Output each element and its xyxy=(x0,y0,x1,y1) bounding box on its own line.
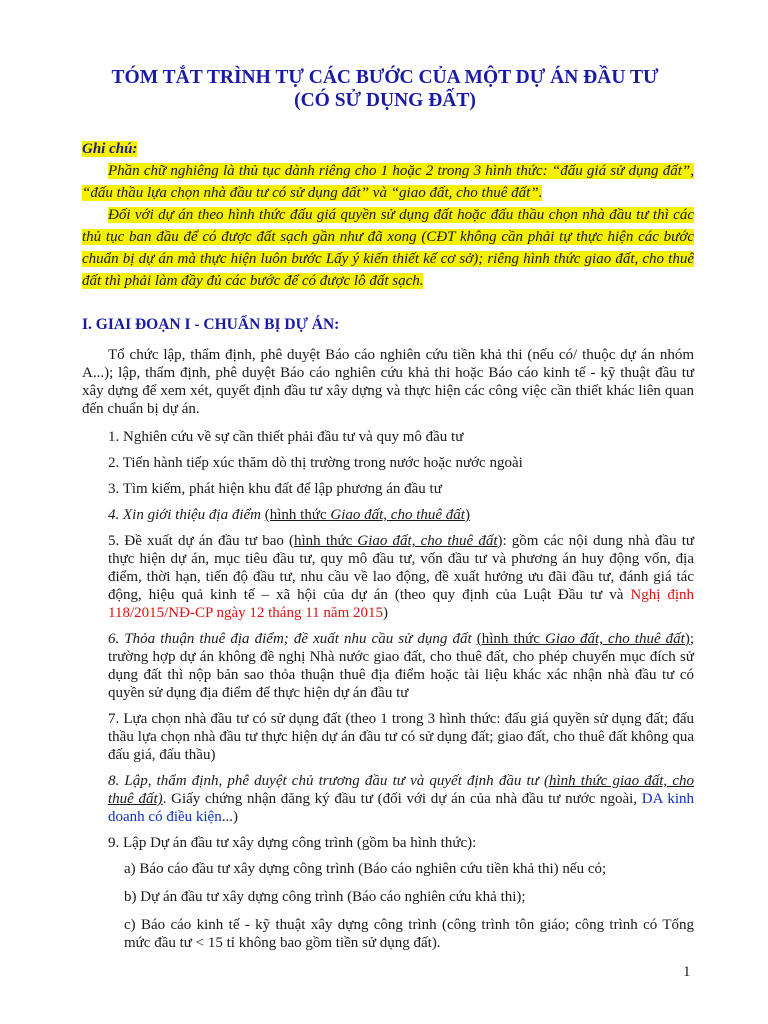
note-block xyxy=(82,138,694,292)
title-line-1: TÓM TẮT TRÌNH TỰ CÁC BƯỚC CỦA MỘT DỰ ÁN ĐẦU TƯ xyxy=(111,67,659,88)
step-9: 9. Lập Dự án đầu tư xây dựng công trình (gồm ba hình thức): xyxy=(108,835,477,851)
step-2: 2. Tiến hành tiếp xúc thăm dò thị trường trong nước hoặc nước ngoài xyxy=(108,455,523,471)
conditional-business-note: DA kinh doanh có điều kiện xyxy=(108,791,694,825)
step-9c: c) Báo cáo kinh tế - kỹ thuật xây dựng công trình (công trình tôn giáo; công trình có Tổng mức đầu tư < 15 tỉ không bao gồm tiền sử dụng đất). xyxy=(124,917,694,951)
section-heading: I. GIAI ĐOẠN I - CHUẨN BỊ DỰ ÁN: xyxy=(82,316,340,333)
step-6: 6. Thỏa thuận thuê địa điểm; đề xuất nhu cầu sử dụng đất (hình thức Giao đất, cho thuê đất); trường hợp dự án không đề nghị Nhà nước giao đất, cho thuê đất, cho phép chuyển mục đích sử dụng đất thì nộp bản sao thỏa thuận thuê địa điểm hoặc tài liệu khác xác nhận nhà đầu tư có quyền sử dụng địa điểm để thực hiện dự án đầu tư xyxy=(108,631,695,701)
step-1: 1. Nghiên cứu về sự cần thiết phải đầu tư và quy mô đầu tư xyxy=(108,429,464,445)
step-9b: b) Dự án đầu tư xây dựng công trình (Báo cáo nghiên cứu khả thi); xyxy=(124,889,526,905)
step-3: 3. Tìm kiếm, phát hiện khu đất để lập phương án đầu tư xyxy=(108,481,442,497)
step-8: 8. Lập, thẩm định, phê duyệt chủ trương đầu tư và quyết định đầu tư (hình thức giao đất, cho thuê đất). Giấy chứng nhận đăng ký đầu tư (đối với dự án của nhà đầu tư nước ngoài, DA kinh doanh có điều kiện...) xyxy=(108,773,694,825)
page-number: 1 xyxy=(683,964,691,980)
note-paragraph-1: Phần chữ nghiêng là thủ tục dành riêng cho 1 hoặc 2 trong 3 hình thức: “đấu giá sử dụng đất”, “đấu thầu lựa chọn nhà đầu tư có sử dụng đất” và “giao đất, cho thuê đất”. xyxy=(82,163,694,201)
section-intro: Tổ chức lập, thẩm định, phê duyệt Báo cáo nghiên cứu tiền khả thi (nếu có/ thuộc dự án nhóm A...); lập, thẩm định, phê duyệt Báo cáo nghiên cứu khả thi hoặc Báo cáo kinh tế - kỹ thuật đầu tư xây dựng để xem xét, quyết định đầu tư xây dựng và thực hiện các công việc cần thiết khác liên quan đến chuẩn bị dự án. xyxy=(82,347,694,417)
step-5: 5. Đề xuất dự án đầu tư bao (hình thức Giao đất, cho thuê đất): gồm các nội dung nhà đầu tư thực hiện dự án, mục tiêu đầu tư, quy mô đầu tư, vốn đầu tư và phương án huy động vốn, địa điểm, thời hạn, tiến độ đầu tư, nhu cầu về lao động, đề xuất hưởng ưu đãi đầu tư, đánh giá tác động, hiệu quả kinh tế – xã hội của dự án (theo quy định của Luật Đầu tư và Nghị định 118/2015/NĐ-CP ngày 12 tháng 11 năm 2015) xyxy=(108,533,694,621)
step-4: 4. Xin giới thiệu địa điểm (hình thức Giao đất, cho thuê đất) xyxy=(108,507,470,523)
decree-reference: Nghị định 118/2015/NĐ-CP ngày 12 tháng 11 năm 2015 xyxy=(108,587,694,621)
note-paragraph-2: Đối với dự án theo hình thức đấu giá quyền sử dụng đất hoặc đấu thầu chọn nhà đầu tư thì các thủ tục ban đầu để có được đất sạch gần như đã xong (CĐT không cần phải tự thực hiện các bước chuẩn bị dự án mà thực hiện luôn bước Lấy ý kiến thiết kế cơ sở); riêng hình thức giao đất, cho thuê đất thì phải làm đầy đủ các bước để có được lô đất sạch. xyxy=(82,207,694,289)
section-content xyxy=(82,346,694,962)
document-title xyxy=(60,66,710,112)
step-9a: a) Báo cáo đầu tư xây dựng công trình (Báo cáo nghiên cứu tiền khả thi) nếu có; xyxy=(124,861,607,877)
title-line-2: (CÓ SỬ DỤNG ĐẤT) xyxy=(294,90,476,111)
note-label: Ghi chú: xyxy=(82,141,138,157)
step-7: 7. Lựa chọn nhà đầu tư có sử dụng đất (theo 1 trong 3 hình thức: đấu giá quyền sử dụng đất; đấu thầu lựa chọn nhà đầu tư thực hiện dự án đầu tư có sử dụng đất; giao đất, cho thuê đất không qua đấu giá, đấu thầu) xyxy=(108,711,694,763)
